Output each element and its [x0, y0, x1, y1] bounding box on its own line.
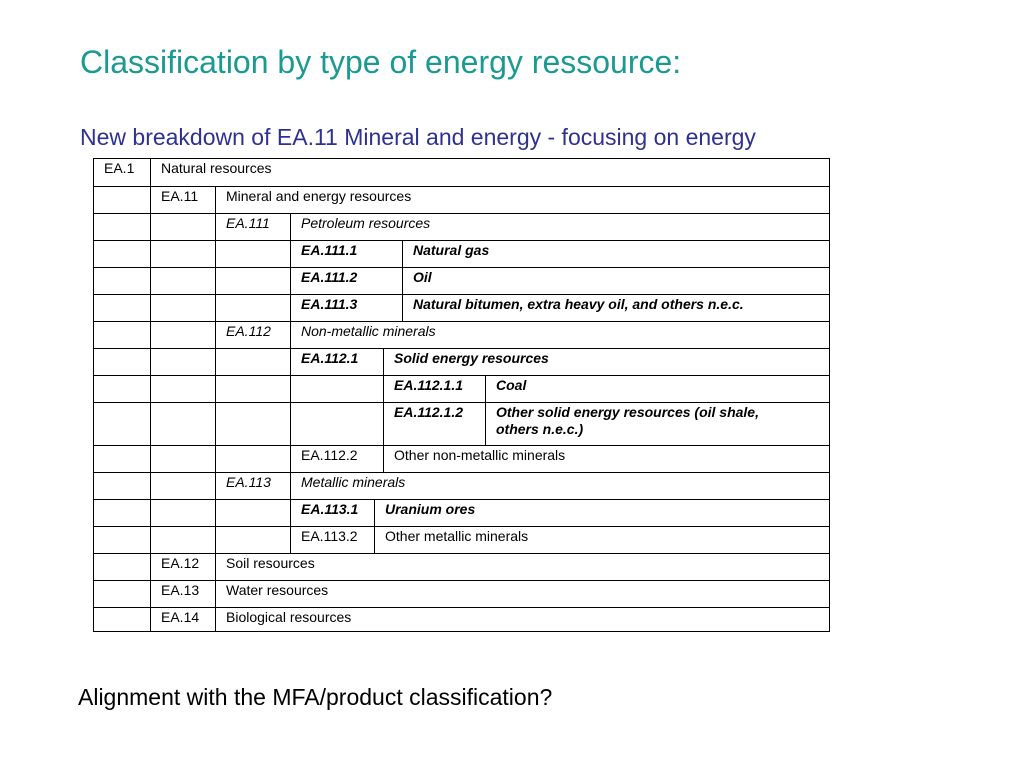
- table-row: [94, 499, 829, 527]
- row-indent: [215, 446, 290, 473]
- row-indent: [150, 214, 215, 241]
- row-indent: [150, 295, 215, 322]
- row-indent: [150, 349, 215, 376]
- row-indent: [94, 376, 150, 403]
- table-row: [94, 402, 829, 446]
- classification-table: [93, 158, 830, 632]
- row-indent: [150, 322, 215, 349]
- row-code: EA.111.2: [290, 268, 402, 295]
- row-code: EA.112.1: [290, 349, 383, 376]
- row-indent: [150, 446, 215, 473]
- row-indent: [94, 403, 150, 446]
- row-code: EA.113.2: [290, 527, 374, 554]
- row-indent: [215, 500, 290, 527]
- table-row: [94, 526, 829, 554]
- row-indent: [215, 268, 290, 295]
- row-indent: [94, 446, 150, 473]
- row-indent: [94, 214, 150, 241]
- row-code: EA.13: [150, 581, 215, 608]
- row-indent: [94, 581, 150, 608]
- row-label: Oil: [402, 268, 829, 295]
- row-label: Natural resources: [150, 159, 829, 186]
- page-subtitle: New breakdown of EA.11 Mineral and energy - focusing on energy: [80, 124, 756, 150]
- row-label: Solid energy resources: [383, 349, 829, 376]
- row-indent: [94, 473, 150, 500]
- row-indent: [94, 500, 150, 527]
- row-indent: [215, 295, 290, 322]
- row-indent: [215, 349, 290, 376]
- row-indent: [215, 527, 290, 554]
- table-row: [94, 580, 829, 608]
- row-label: Other metallic minerals: [374, 527, 829, 554]
- table-row: [94, 213, 829, 241]
- row-label: Uranium ores: [374, 500, 829, 527]
- row-label: Other non-metallic minerals: [383, 446, 829, 473]
- row-code: EA.111.1: [290, 241, 402, 268]
- row-code: EA.111: [215, 214, 290, 241]
- row-code: EA.112: [215, 322, 290, 349]
- row-indent: [94, 608, 150, 632]
- table-row: [94, 240, 829, 268]
- row-code: EA.113.1: [290, 500, 374, 527]
- table-row: [94, 348, 829, 376]
- row-code: EA.112.1.1: [383, 376, 485, 403]
- row-label: Metallic minerals: [290, 473, 829, 500]
- row-label: Non-metallic minerals: [290, 322, 829, 349]
- row-indent: [94, 241, 150, 268]
- table-row: [94, 607, 829, 632]
- row-indent: [215, 376, 290, 403]
- row-code: EA.14: [150, 608, 215, 632]
- row-indent: [150, 403, 215, 446]
- row-label: Water resources: [215, 581, 829, 608]
- page-title: Classification by type of energy ressource:: [80, 44, 682, 80]
- footer-question: Alignment with the MFA/product classification?: [78, 684, 553, 710]
- row-indent: [94, 527, 150, 554]
- row-code: EA.11: [150, 187, 215, 214]
- table-row: [94, 321, 829, 349]
- row-indent: [94, 322, 150, 349]
- table-row: [94, 553, 829, 581]
- row-code: EA.112.2: [290, 446, 383, 473]
- row-label: Biological resources: [215, 608, 829, 632]
- row-label: Petroleum resources: [290, 214, 829, 241]
- table-row: [94, 267, 829, 295]
- table-row: [94, 159, 829, 186]
- row-indent: [94, 187, 150, 214]
- row-indent: [150, 268, 215, 295]
- table-row: [94, 375, 829, 403]
- row-indent: [215, 241, 290, 268]
- row-label: Natural gas: [402, 241, 829, 268]
- row-indent: [290, 403, 383, 446]
- row-indent: [94, 268, 150, 295]
- row-indent: [94, 554, 150, 581]
- row-indent: [290, 376, 383, 403]
- row-indent: [94, 295, 150, 322]
- row-indent: [150, 500, 215, 527]
- table-row: [94, 186, 829, 214]
- row-code: EA.113: [215, 473, 290, 500]
- row-code: EA.12: [150, 554, 215, 581]
- row-label: Soil resources: [215, 554, 829, 581]
- row-indent: [215, 403, 290, 446]
- row-indent: [150, 241, 215, 268]
- table-row: [94, 445, 829, 473]
- row-code: EA.1: [104, 160, 135, 176]
- row-code: EA.111.3: [290, 295, 402, 322]
- row-label: Other solid energy resources (oil shale, others n.e.c.): [485, 403, 829, 446]
- row-indent: [94, 349, 150, 376]
- row-label: Coal: [485, 376, 829, 403]
- row-indent: [150, 376, 215, 403]
- row-indent: [150, 473, 215, 500]
- row-indent: [150, 527, 215, 554]
- row-code: EA.112.1.2: [383, 403, 485, 446]
- table-row: [94, 294, 829, 322]
- row-label: Mineral and energy resources: [215, 187, 829, 214]
- row-label: Natural bitumen, extra heavy oil, and others n.e.c.: [402, 295, 829, 322]
- table-row: [94, 472, 829, 500]
